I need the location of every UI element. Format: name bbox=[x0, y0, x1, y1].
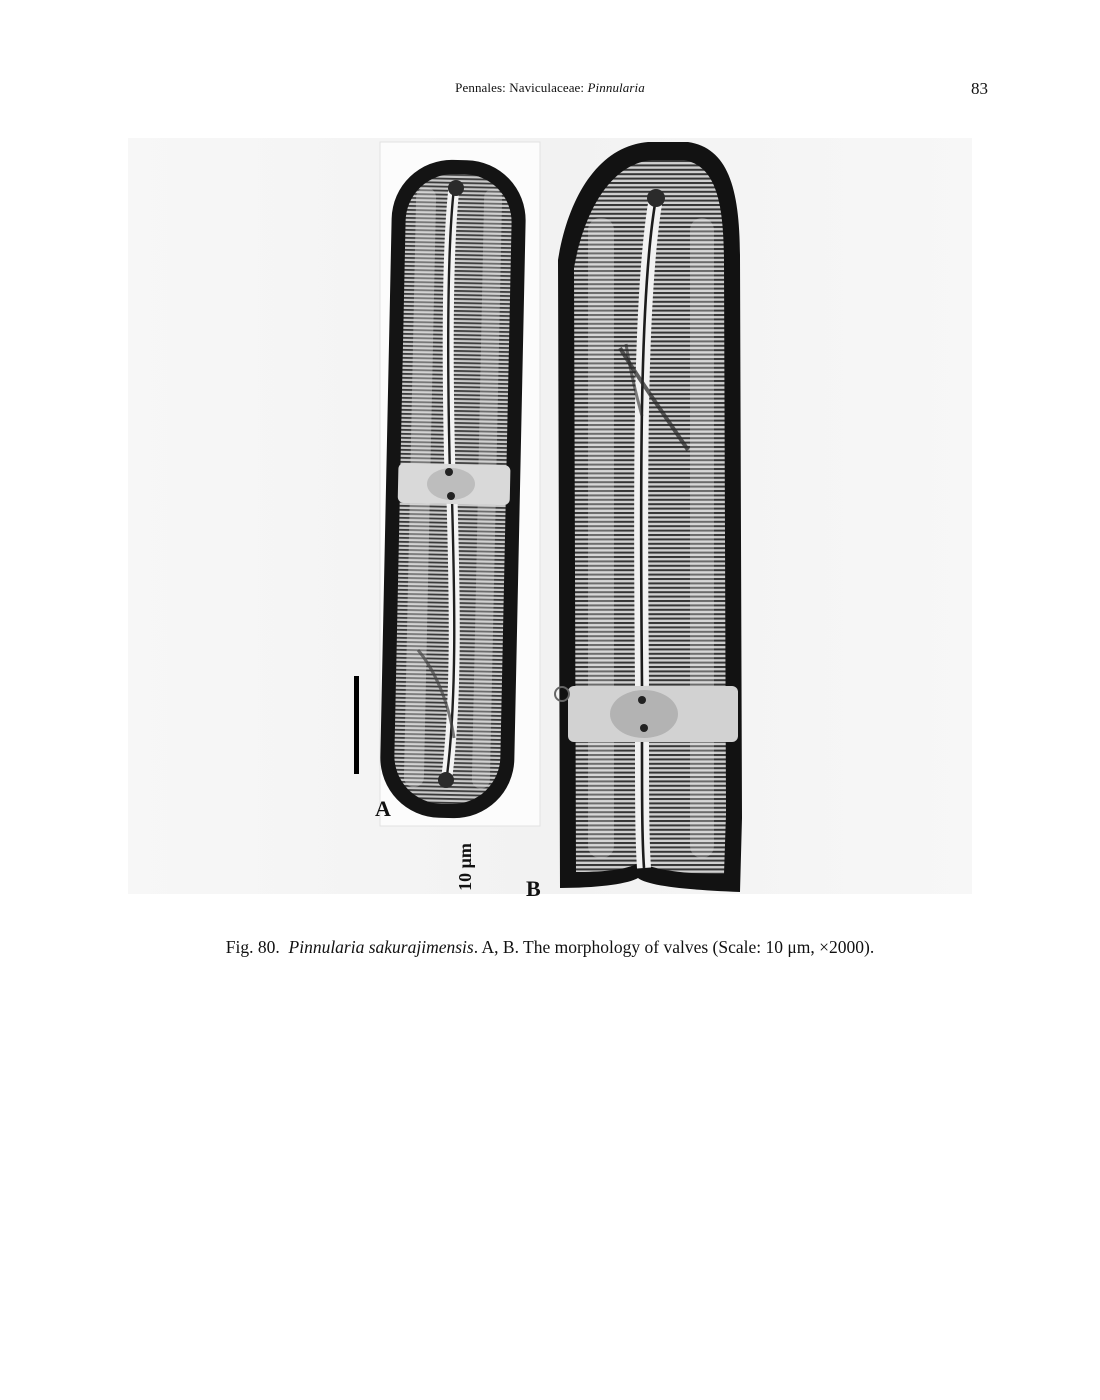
figure-caption bbox=[0, 937, 1100, 958]
valve-a bbox=[379, 142, 540, 826]
running-head-prefix: Pennales: Naviculaceae: bbox=[455, 80, 588, 95]
valve-b bbox=[555, 142, 742, 892]
panel-label-a: A bbox=[375, 796, 391, 821]
panel-label-b: B bbox=[526, 876, 541, 901]
diatom-micrograph bbox=[128, 138, 972, 894]
diatom-micrograph-figure bbox=[128, 138, 972, 901]
caption-species: Pinnularia sakurajimensis bbox=[288, 937, 474, 957]
caption-fig-number: Fig. 80. bbox=[225, 937, 280, 957]
running-head-genus: Pinnularia bbox=[587, 80, 645, 95]
running-head bbox=[0, 80, 1100, 96]
page-number: 83 bbox=[971, 79, 988, 98]
caption-text: . A, B. The morphology of valves (Scale: 10 μm, ×2000). bbox=[473, 937, 875, 957]
scale-bar bbox=[354, 676, 359, 774]
figure-background bbox=[128, 138, 972, 894]
scale-bar-label: 10 μm bbox=[455, 843, 475, 891]
